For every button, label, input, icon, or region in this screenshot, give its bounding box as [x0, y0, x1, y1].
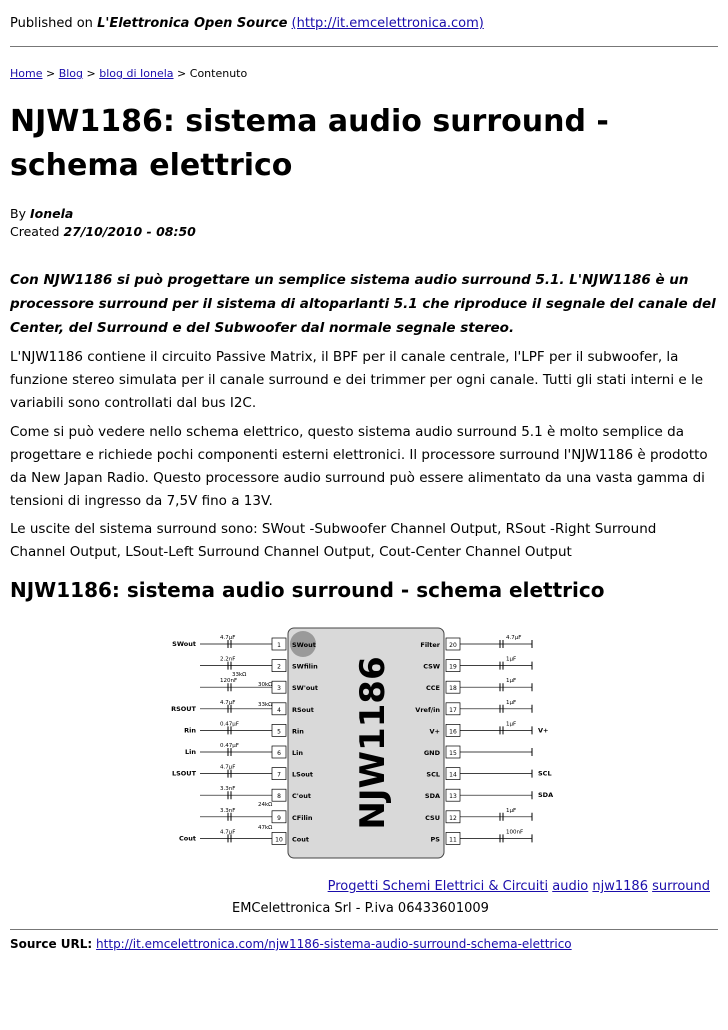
signal-label: SCL: [538, 769, 552, 778]
pin-name: SWfilin: [292, 662, 318, 671]
breadcrumb-separator: >: [177, 67, 187, 80]
pin-name: Filter: [420, 641, 440, 649]
created-line: [10, 224, 196, 239]
pin-name: CSU: [425, 813, 440, 822]
breadcrumb-separator: >: [45, 67, 56, 80]
author-name: Ionela: [29, 206, 74, 221]
resistor-label: 33kΩ: [258, 702, 273, 708]
pin-number: 15: [449, 750, 457, 757]
component-label: 0.47µF: [220, 721, 239, 728]
pin-name: Lin: [292, 749, 303, 757]
pin-number: 10: [275, 836, 283, 844]
signal-label: SDA: [538, 791, 554, 800]
breadcrumb-current: Contenuto: [189, 67, 248, 80]
component-label: 0.47µF: [220, 743, 239, 749]
breadcrumb-blog-user-link[interactable]: blog di Ionela: [99, 67, 174, 80]
source-url-link[interactable]: http://it.emcelettronica.com/njw1186-sistema-audio-surround-schema-elettrico: [96, 937, 572, 951]
component-label: 3.3nF: [220, 786, 236, 793]
section-heading: NJW1186: sistema audio surround - schema elettrico: [10, 578, 605, 602]
pin-number: 6: [277, 750, 281, 757]
published-prefix: Published on: [10, 16, 93, 31]
pin-name: Rin: [292, 727, 304, 736]
tag-link-category[interactable]: Progetti Schemi Elettrici & Circuiti: [327, 879, 549, 894]
pin-number: 16: [449, 728, 457, 736]
header-divider: [10, 46, 718, 47]
pin-number: 13: [449, 793, 457, 801]
pin-name: PS: [430, 835, 440, 844]
component-label: 1µF: [506, 699, 517, 706]
tag-link-njw1186[interactable]: njw1186: [592, 879, 648, 894]
tag-links: [328, 879, 710, 894]
component-label: 4.7µF: [506, 635, 522, 641]
created-label: Created: [10, 224, 60, 239]
pin-name: SWout: [292, 641, 316, 649]
component-label: 100nF: [506, 829, 524, 836]
component-label: 2.2nF: [220, 656, 236, 663]
by-label: By: [10, 206, 26, 221]
footer-divider: [10, 929, 718, 930]
pin-number: 7: [277, 771, 281, 779]
pin-name: CCE: [426, 684, 440, 693]
signal-label: LSOUT: [171, 769, 196, 778]
pin-number: 18: [449, 685, 457, 693]
component-label: 4.7µF: [220, 764, 236, 771]
resistor-label: 33kΩ: [232, 672, 247, 678]
component-label: 3.3nF: [220, 807, 236, 814]
resistor-label: 47kΩ: [258, 825, 273, 831]
company-line: EMCelettronica Srl - P.iva 06433601009: [232, 901, 489, 916]
pin-name: CSW: [423, 662, 440, 671]
pin-name: C'out: [292, 792, 311, 801]
signal-label: Cout: [179, 834, 196, 843]
chip-label: NJW1186: [353, 656, 393, 830]
pin-number: 3: [277, 685, 281, 693]
pin-number: 11: [449, 836, 457, 844]
published-line: [10, 16, 484, 31]
site-name: L'Elettronica Open Source: [97, 16, 288, 31]
pin-name: SDA: [424, 792, 440, 801]
pin-number: 9: [277, 814, 281, 822]
breadcrumb: [10, 67, 247, 80]
pin-name: Vref/in: [415, 705, 440, 714]
author-line: [10, 206, 73, 221]
pin-name: SCL: [426, 770, 440, 779]
pin-name: Cout: [292, 835, 309, 844]
signal-label: SWout: [172, 640, 196, 648]
pin-number: 2: [277, 663, 281, 671]
pin-name: SW'out: [292, 684, 319, 693]
signal-label: V+: [538, 726, 549, 735]
pin-number: 20: [449, 642, 457, 649]
signal-label: Rin: [184, 726, 196, 735]
article-paragraph: L'NJW1186 contiene il circuito Passive Matrix, il BPF per il canale centrale, l'LPF per il subwoofer, la funzione stereo simulata per il canale surround e dei trimmer per ogni canale. Tutti gli stati interni e le variabili sono controllati dal bus I2C.: [10, 349, 704, 411]
pin-number: 5: [277, 728, 281, 736]
pin-number: 17: [449, 706, 457, 714]
tag-link-surround[interactable]: surround: [652, 879, 710, 894]
component-label: 1µF: [506, 807, 517, 814]
resistor-label: 24kΩ: [258, 802, 273, 808]
breadcrumb-blog-link[interactable]: Blog: [58, 67, 84, 80]
pin-number: 14: [449, 771, 457, 779]
pin-name: CFilin: [292, 813, 313, 822]
breadcrumb-home-link[interactable]: Home: [10, 67, 43, 80]
component-label: 4.7µF: [220, 699, 236, 706]
component-label: 1µF: [506, 721, 517, 728]
site-url-link[interactable]: (http://it.emcelettronica.com): [291, 16, 484, 31]
page-title: NJW1186: sistema audio surround - schema elettrico: [10, 104, 609, 183]
pin-number: 12: [449, 814, 457, 822]
tag-link-audio[interactable]: audio: [552, 879, 589, 894]
source-url-line: [10, 937, 572, 951]
component-label: 4.7µF: [220, 635, 236, 641]
component-label: 1µF: [506, 656, 517, 663]
article-paragraph: Le uscite del sistema surround sono: SWout -Subwoofer Channel Output, RSout -Right Surround Channel Output, LSout-Left Surround Channel Output, Cout-Center Channel Output: [10, 521, 657, 560]
created-date: 27/10/2010 - 08:50: [63, 224, 196, 239]
pin-name: LSout: [292, 770, 314, 779]
pin-name: RSout: [292, 705, 314, 714]
signal-label: Lin: [185, 748, 196, 756]
pin-name: V+: [429, 727, 440, 736]
breadcrumb-separator: >: [86, 67, 96, 80]
pin-number: 4: [277, 706, 281, 714]
pin-number: 1: [277, 642, 281, 649]
component-label: 4.7µF: [220, 829, 236, 836]
source-label: Source URL:: [10, 937, 93, 951]
pin-name: GND: [423, 749, 440, 757]
circuit-schematic: [170, 626, 554, 860]
pin-number: 8: [277, 793, 281, 801]
component-label: 1µF: [506, 678, 517, 685]
article-lead: Con NJW1186 si può progettare un semplice sistema audio surround 5.1. L'NJW1186 è un processore surround per il sistema di altoparlanti 5.1 che riproduce il segnale del canale del Center, del Surround e del Subwoofer dal normale segnale stereo.: [10, 272, 716, 336]
article-paragraph: Come si può vedere nello schema elettrico, questo sistema audio surround 5.1 è molto semplice da progettare e richiede pochi componenti esterni elettronici. Il processore surround l'NJW1186 è prodotto da New Japan Radio. Questo processore audio surround può essere alimentato da una vasta gamma di tensioni di ingresso da 7,5V fino a 13V.: [10, 424, 708, 509]
resistor-label: 30kΩ: [258, 682, 273, 688]
component-label: 120nF: [220, 678, 238, 685]
pin-number: 19: [449, 663, 457, 671]
signal-label: RSOUT: [171, 704, 196, 713]
